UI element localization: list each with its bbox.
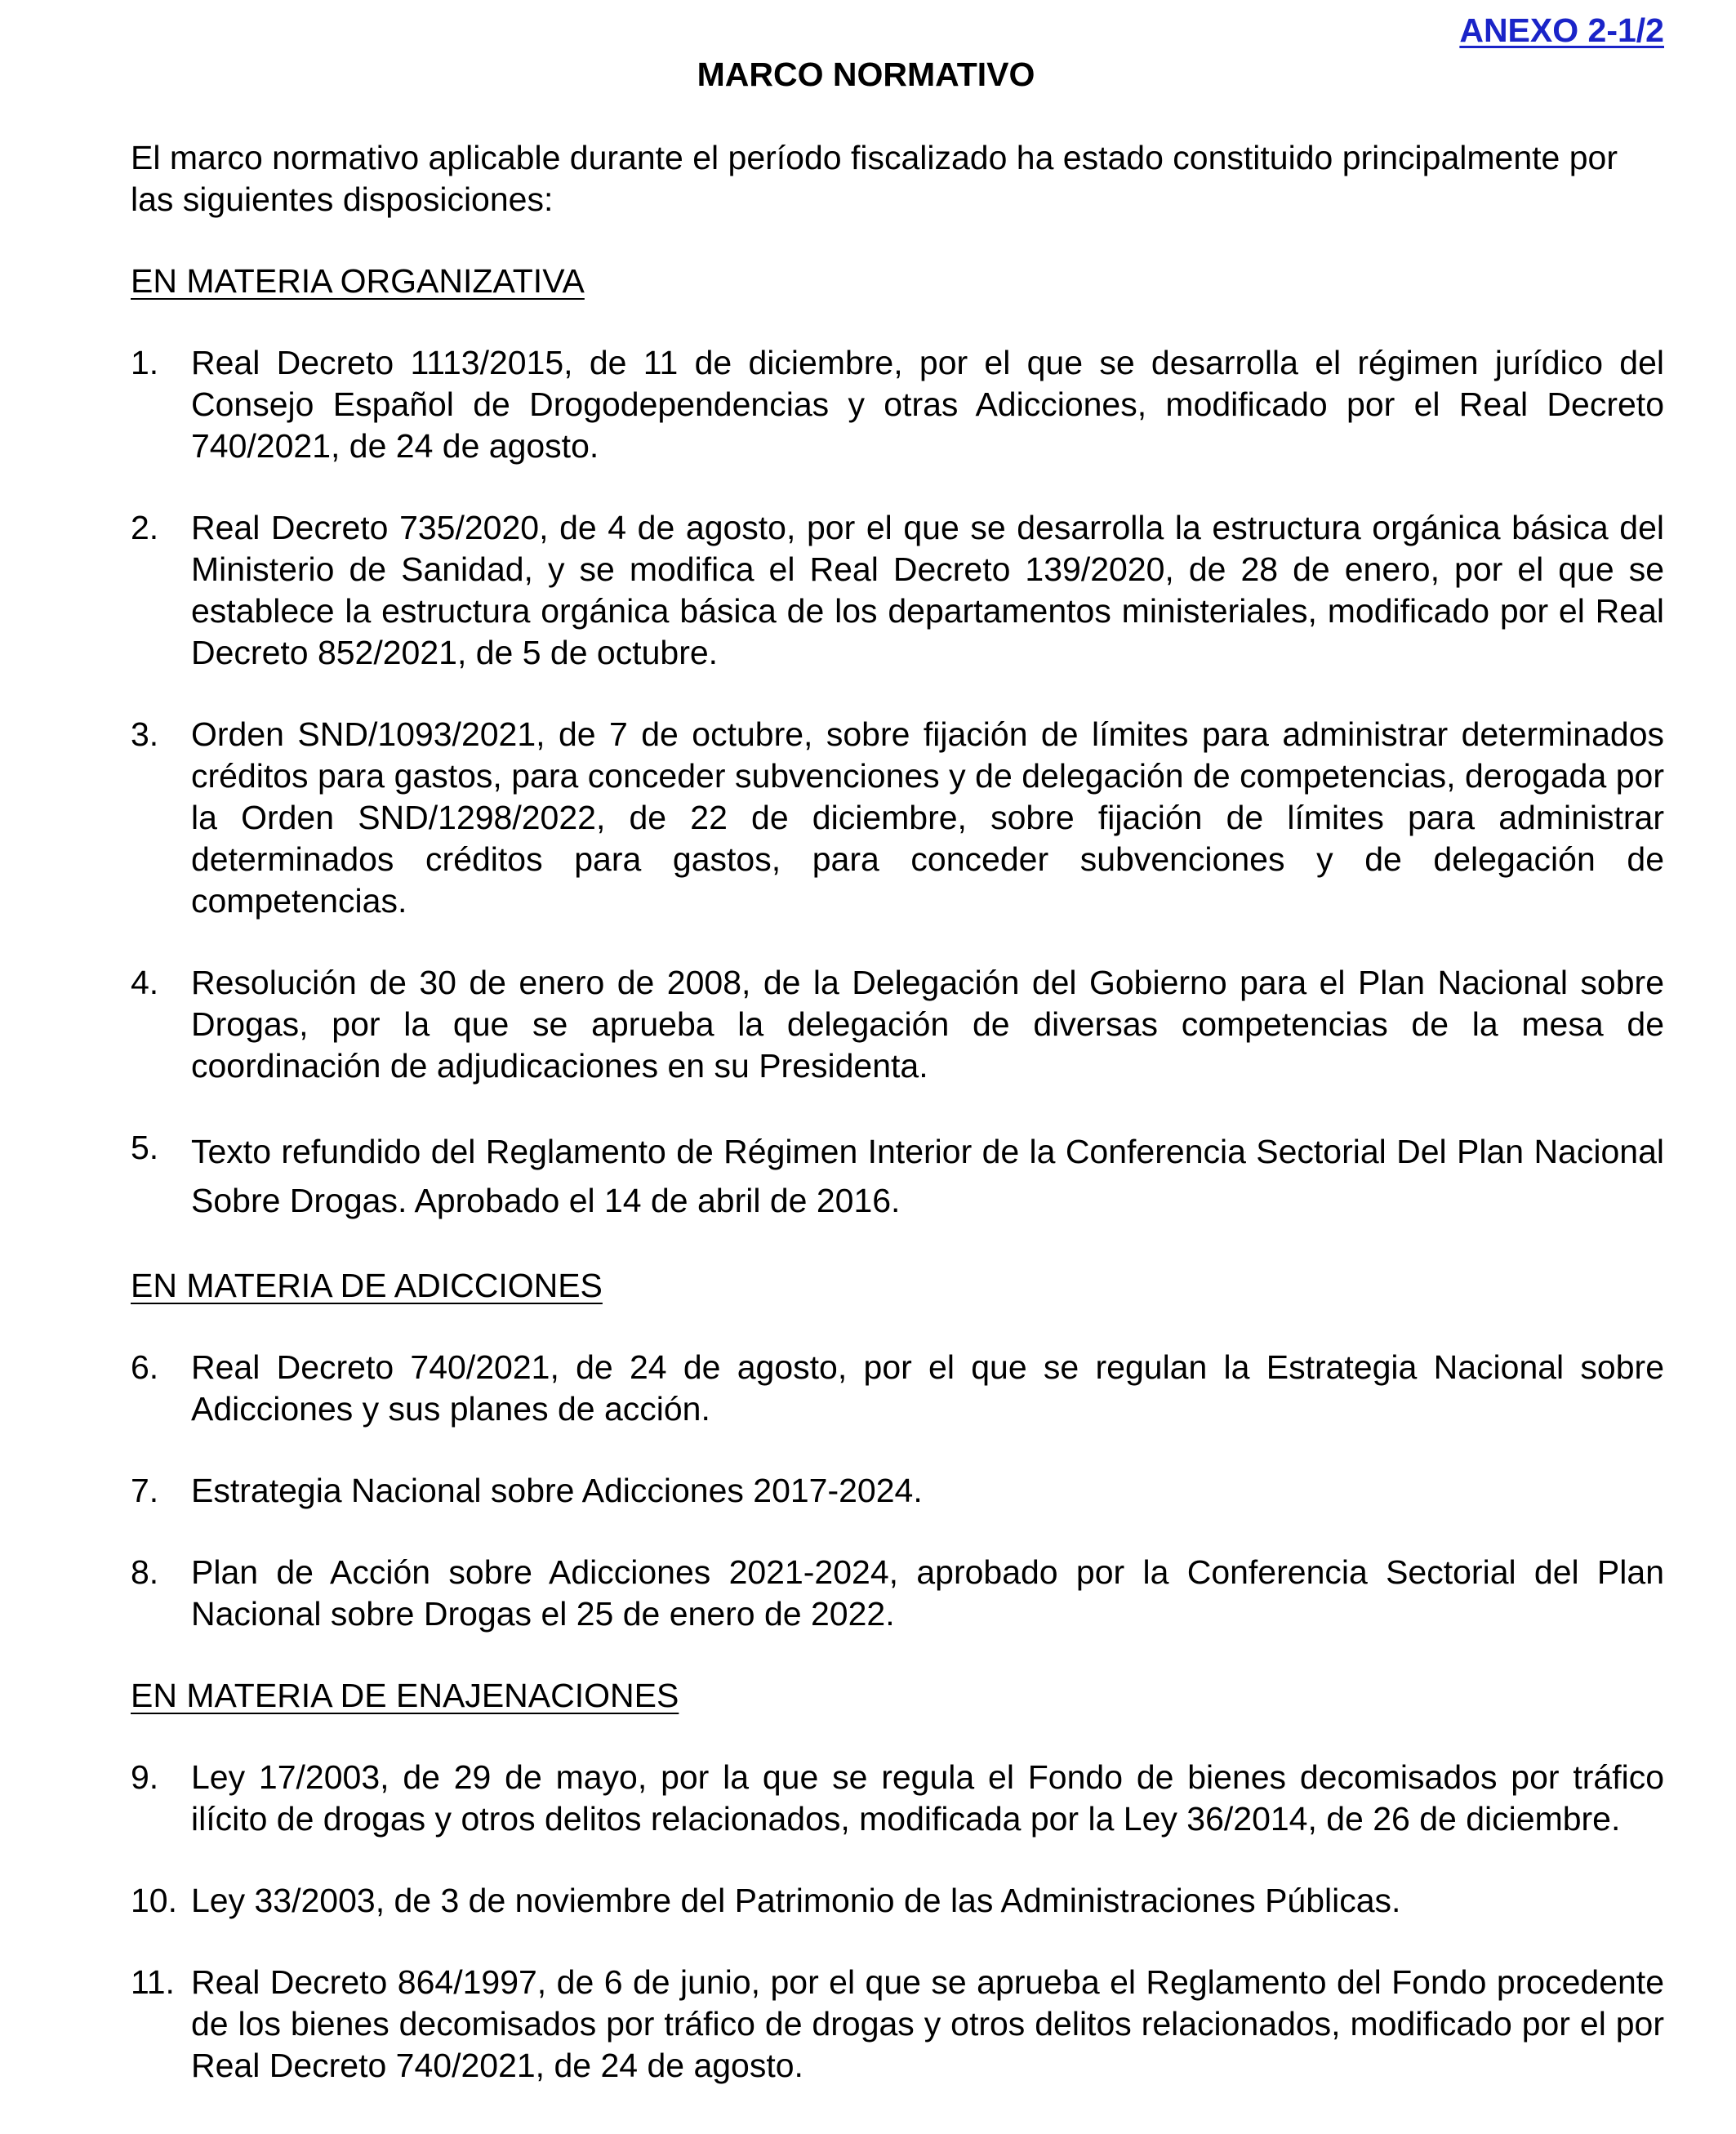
list-item-text: Real Decreto 1113/2015, de 11 de diciembre, por el que se desarrolla el régimen jurídico del Consejo Español de Drogodependencias y otras Adicciones, modificado por el Real Decreto 740/2021, de 24 de agosto. (191, 344, 1664, 465)
list-item-text: Ley 33/2003, de 3 de noviembre del Patrimonio de las Administraciones Públicas. (191, 1882, 1401, 1919)
list-item-text: Estrategia Nacional sobre Adicciones 2017-2024. (191, 1472, 923, 1509)
list-item-number: 8. (131, 1553, 159, 1591)
list-item-text: Real Decreto 740/2021, de 24 de agosto, por el que se regulan la Estrategia Nacional sobre Adicciones y sus planes de acción. (191, 1348, 1664, 1428)
section-heading-adicciones: EN MATERIA DE ADICCIONES (131, 1267, 603, 1304)
list-item-number: 4. (131, 964, 159, 1001)
section-heading-organizativa: EN MATERIA ORGANIZATIVA (131, 262, 585, 300)
list-item-text: Ley 17/2003, de 29 de mayo, por la que se regula el Fondo de bienes decomisados por tráfico ilícito de drogas y otros delitos relacionados, modificada por la Ley 36/2014, de 26 de diciembre. (191, 1758, 1664, 1838)
list-item-number: 10. (131, 1882, 177, 1919)
list-item (131, 1962, 1664, 2087)
list-item-text: Real Decreto 735/2020, de 4 de agosto, por el que se desarrolla la estructura orgánica básica del Ministerio de Sanidad, y se modifica el Real Decreto 139/2020, de 28 de enero, por el que se establece la estructura orgánica básica de los departamentos ministeriales, modificado por el Real Decreto 852/2021, de 5 de octubre. (191, 509, 1664, 671)
page-title-text: MARCO NORMATIVO (697, 56, 1035, 93)
list-item-number: 9. (131, 1758, 159, 1796)
list-item-text: Texto refundido del Reglamento de Régimen Interior de la Conferencia Sectorial Del Plan Nacional Sobre Drogas. Aprobado el 14 de abril de 2016. (191, 1133, 1664, 1219)
list-item-text: Orden SND/1093/2021, de 7 de octubre, sobre fijación de límites para administrar determinados créditos para gastos, para conceder subvenciones y de delegación de competencias, derogada por la Orden SND/1298/2022, de 22 de diciembre, sobre fijación de límites para administrar determinados créditos para gastos, para conceder subvenciones y de delegación de competencias. (191, 715, 1664, 920)
list-item (131, 714, 1664, 922)
list-item-text: Real Decreto 864/1997, de 6 de junio, por el que se aprueba el Reglamento del Fondo procedente de los bienes decomisados por tráfico de drogas y otros delitos relacionados, modificado por el por Real Decreto 740/2021, de 24 de agosto. (191, 1963, 1664, 2084)
annex-reference: ANEXO 2-1/2 (1459, 11, 1664, 49)
list-item (131, 962, 1664, 1087)
list-item-number: 6. (131, 1348, 159, 1386)
list-item-text: Resolución de 30 de enero de 2008, de la Delegación del Gobierno para el Plan Nacional sobre Drogas, por la que se aprueba la delegación de diversas competencias de la mesa de coordinación de adjudicaciones en su Presidenta. (191, 964, 1664, 1085)
list-item (131, 1880, 1664, 1922)
list-item-number: 7. (131, 1472, 159, 1509)
list-item-number: 3. (131, 715, 159, 753)
list-item (131, 1127, 1664, 1225)
page-title (0, 56, 1736, 94)
list-item-number: 11. (131, 1963, 175, 2001)
list-item (131, 1757, 1664, 1840)
intro-paragraph: El marco normativo aplicable durante el período fiscalizado ha estado constituido principalmente por las siguientes disposiciones: (131, 139, 1618, 218)
list-item-number: 1. (131, 344, 159, 381)
list-item-number: 2. (131, 509, 159, 546)
list-item (131, 1347, 1664, 1430)
document-body (131, 137, 1664, 2087)
list-item-number: 5. (131, 1129, 159, 1166)
list-item-text: Plan de Acción sobre Adicciones 2021-2024, aprobado por la Conferencia Sectorial del Plan Nacional sobre Drogas el 25 de enero de 2022. (191, 1553, 1664, 1633)
list-item (131, 1470, 1664, 1512)
list-item (131, 507, 1664, 674)
list-item (131, 342, 1664, 467)
list-item (131, 1552, 1664, 1635)
section-heading-enajenaciones: EN MATERIA DE ENAJENACIONES (131, 1677, 679, 1714)
